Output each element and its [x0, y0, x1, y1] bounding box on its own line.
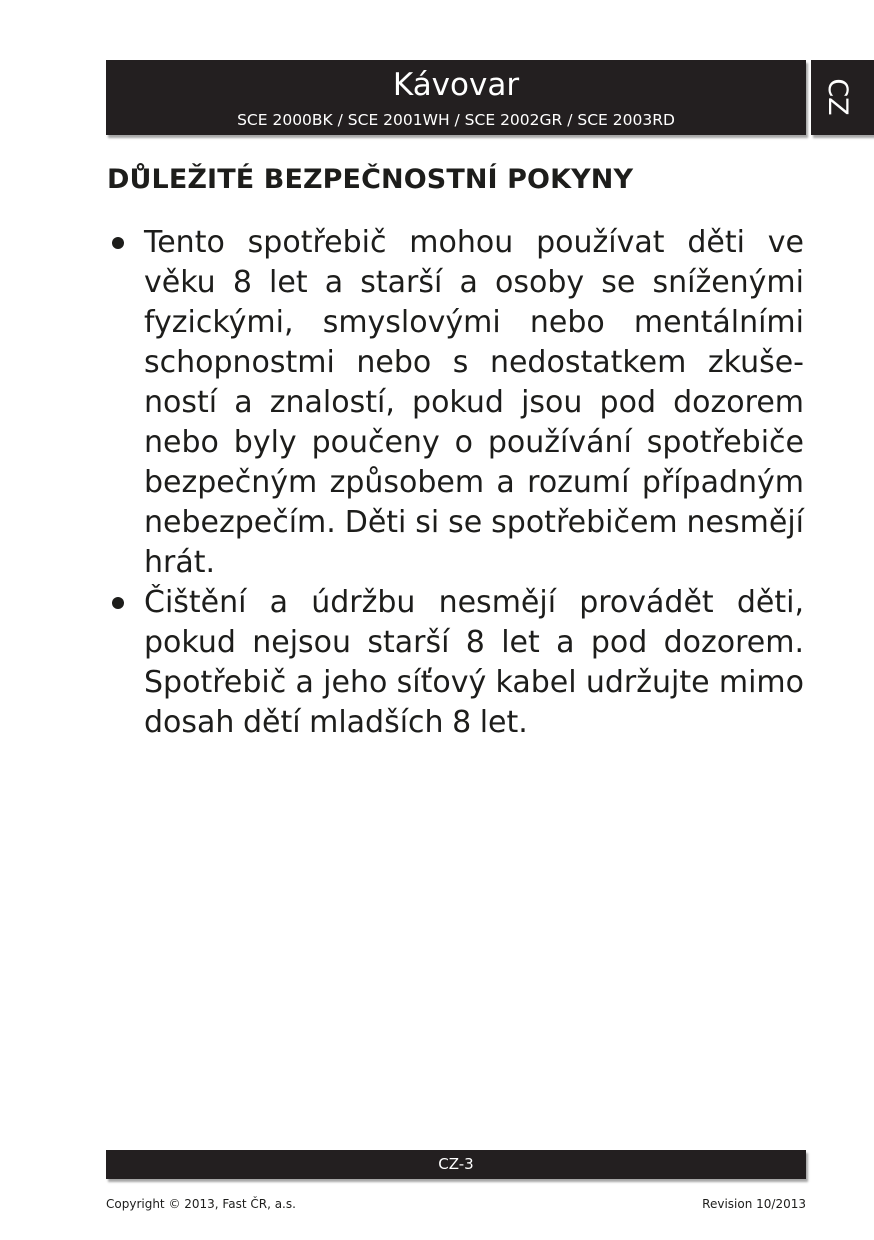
safety-instructions-list: [106, 223, 804, 743]
header-bar: [106, 60, 806, 135]
footer-bar: [106, 1150, 806, 1179]
document-title: Kávovar: [392, 67, 520, 103]
list-item: [106, 583, 804, 743]
copyright-text: Copyright © 2013, Fast ČR, a.s.: [106, 1197, 296, 1211]
bullet-icon: [112, 597, 124, 609]
language-tab: [811, 60, 874, 135]
bullet-icon: [112, 237, 124, 249]
language-label: CZ: [822, 78, 853, 116]
page-number: CZ-3: [438, 1155, 474, 1173]
model-numbers: SCE 2000BK / SCE 2001WH / SCE 2002GR / SCE 2003RD: [237, 111, 675, 129]
list-item-text: Tento spotřebič mohou používat děti ve věku 8 let a starší a osoby se sníženými fyzickými, smyslovými nebo mentálními schopnostmi nebo s nedostatkem zkušeností a znalostí, pokud jsou pod dozorem nebo byly poučeny o používání spotřebiče bezpečným způsobem a rozumí případným nebezpečím. Děti si se spotřebičem nesmějí hrát.: [144, 225, 804, 580]
list-item-text: Čištění a údržbu nesmějí provádět děti, pokud nejsou starší 8 let a pod dozorem. Spotřebič a jeho síťový kabel udržujte mimo dosah dětí mladších 8 let.: [144, 585, 804, 740]
revision-text: Revision 10/2013: [702, 1197, 806, 1211]
section-heading: DŮLEŽITÉ BEZPEČNOSTNÍ POKYNY: [107, 164, 634, 195]
list-item: [106, 223, 804, 583]
